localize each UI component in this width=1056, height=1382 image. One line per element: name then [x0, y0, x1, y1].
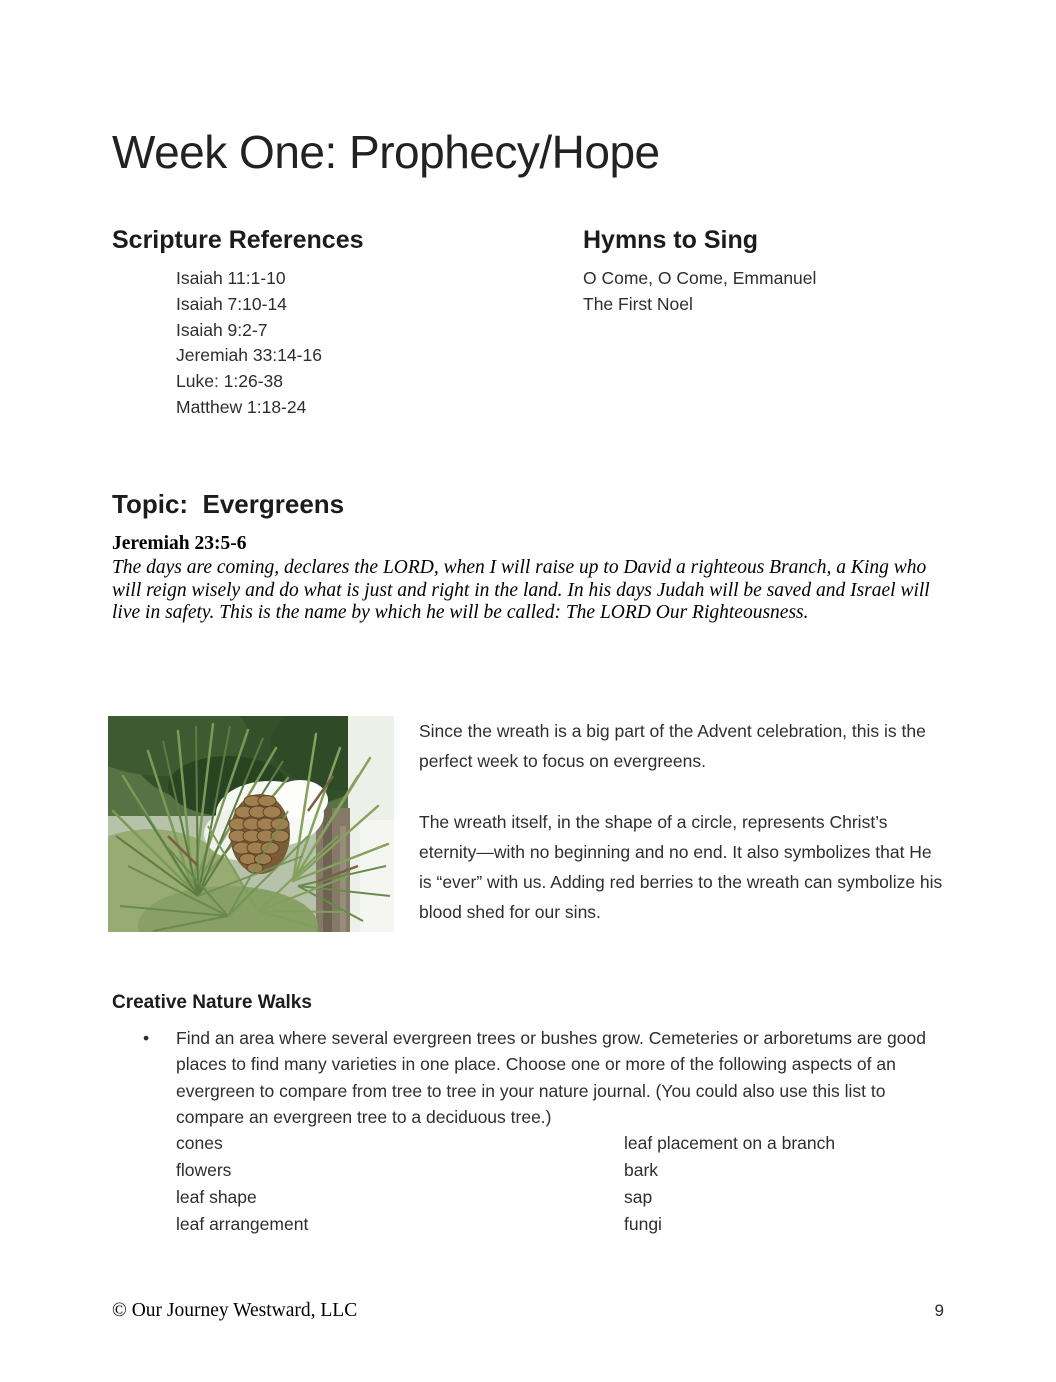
scripture-references-section — [112, 224, 583, 421]
scripture-reference-item: Isaiah 9:2-7 — [176, 319, 268, 340]
compare-item: fungi — [624, 1213, 662, 1234]
scripture-reference-item: Jeremiah 33:14-16 — [176, 345, 322, 366]
page-footer — [112, 1300, 944, 1322]
compare-item: leaf placement on a branch — [624, 1133, 836, 1154]
topic-heading: Topic: Evergreens — [112, 489, 345, 519]
scripture-reference-item: Matthew 1:18-24 — [176, 396, 307, 417]
scripture-reference-item: Isaiah 11:1-10 — [176, 268, 286, 288]
scripture-reference-item: Isaiah 7:10-14 — [176, 293, 287, 314]
compare-list-left — [176, 1130, 624, 1237]
wreath-paragraph-1: Since the wreath is a big part of the Advent celebration, this is the perfect week to focus on evergreens. — [419, 721, 926, 772]
page-title: Week One: Prophecy/Hope — [112, 126, 660, 178]
copyright-text: © Our Journey Westward, LLC — [112, 1300, 358, 1321]
compare-list — [112, 1130, 944, 1237]
references-row — [112, 224, 944, 421]
hymn-item: O Come, O Come, Emmanuel — [583, 268, 817, 288]
hymns-list — [583, 266, 944, 318]
nature-walks-heading: Creative Nature Walks — [112, 992, 312, 1013]
compare-item: bark — [624, 1159, 659, 1180]
compare-list-right — [624, 1130, 944, 1237]
wreath-paragraph-2: The wreath itself, in the shape of a circle, represents Christ’s eternity—with no beginning and no end. It also symbolizes that He is “ever” with us. Adding red berries to the wreath can symbolize his blood shed for our sins. — [419, 811, 943, 923]
compare-item: cones — [176, 1133, 223, 1154]
bullet-icon — [143, 1025, 176, 1130]
verse-text: The days are coming, declares the LORD, when I will raise up to David a righteous Branch, a King who will reign wisely and do what is just and right in the land. In his days Judah will be saved and Israel will live in safety. This is the name by which he will be called: The LORD Our Righteousness. — [112, 557, 930, 624]
nature-walks-section — [112, 990, 944, 1237]
scripture-references-heading: Scripture References — [112, 226, 364, 254]
verse-reference: Jeremiah 23:5-6 — [112, 533, 247, 554]
hymn-item: The First Noel — [583, 293, 693, 314]
pine-cone-photo — [108, 716, 394, 932]
nature-walks-bullet-item — [112, 1025, 944, 1130]
scripture-reference-item: Luke: 1:26-38 — [176, 371, 284, 392]
topic-section — [112, 488, 940, 625]
compare-item: sap — [624, 1186, 653, 1207]
hymns-heading: Hymns to Sing — [583, 226, 759, 254]
wreath-paragraphs — [419, 716, 948, 928]
compare-item: leaf shape — [176, 1186, 257, 1207]
scripture-references-list — [176, 266, 583, 421]
page-number: 9 — [934, 1301, 944, 1320]
compare-item: leaf arrangement — [176, 1213, 309, 1234]
compare-item: flowers — [176, 1159, 232, 1180]
nature-walks-bullet-text: Find an area where several evergreen trees or bushes grow. Cemeteries or arboretums are good places to find many varieties in one place. Choose one or more of the following aspects of an evergreen to compare from tree to tree in your nature journal. (You could also use this list to compare an evergreen tree to a deciduous tree.) — [176, 1028, 926, 1127]
hymns-section — [583, 224, 944, 421]
pine-branch-image — [108, 716, 394, 932]
wreath-section — [108, 716, 948, 932]
